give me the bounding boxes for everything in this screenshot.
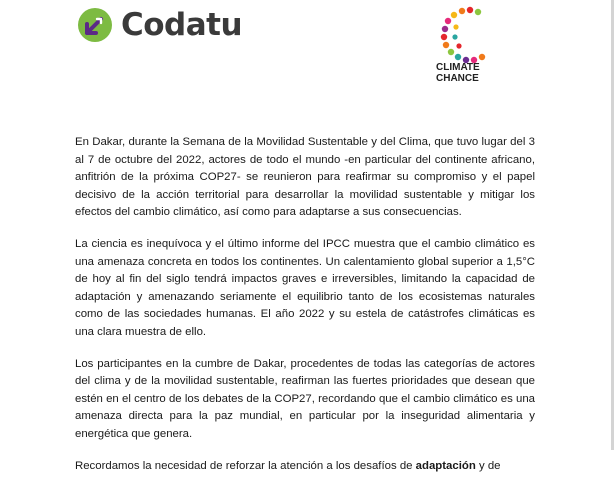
paragraph-participants: Los participantes en la cumbre de Dakar, procedentes de todas las categorías de actores del clima y de la movilidad sustentable, reafirman las fuertes prioridades que desean que estén en el centro de los debates de la COP27, recordando que el cambio climático es una amenaza directa para la paz mundial, en particular por la inseguridad alimentaria y energética que genera. bbox=[75, 357, 535, 440]
codatu-arrow-icon bbox=[77, 7, 113, 43]
climate-chance-line1: CLIMATE bbox=[436, 62, 480, 73]
adaptation-bold: adaptación bbox=[415, 459, 476, 472]
climate-chance-logo bbox=[436, 6, 506, 88]
paragraph-science: La ciencia es inequívoca y el último informe del IPCC muestra que el cambio climático es una amenaza concreta en todos los continentes. Un calentamiento global superior a 1,5°C de hoy al fin del siglo tendrá impactos graves e irreversibles, limitando la capacidad de adaptación y amenazando seriamente el equilibrio tanto de los ecosistemas naturales como de las sociedades humanas. El año 2022 y su estela de catástrofes climáticas es una clara muestra de ello. bbox=[75, 237, 535, 338]
codatu-wordmark: Codatu bbox=[121, 7, 243, 43]
climate-chance-dots-icon bbox=[440, 6, 498, 64]
paragraph-adaptation bbox=[75, 458, 535, 476]
paragraph-intro: En Dakar, durante la Semana de la Movilidad Sustentable y del Clima, que tuvo lugar del 3 al 7 de octubre del 2022, actores de todo el mundo -en particular del continente africano, anfitrión de la próxima COP27- se reunieron para reafirmar su compromiso y el papel decisivo de la acción territorial para desarrollar la movilidad sustentable y mitigar los efectos del cambio climático, así como para adaptarse a sus consecuencias. bbox=[75, 136, 535, 219]
adaptation-text-after: y de bbox=[475, 459, 501, 472]
document-body bbox=[75, 134, 535, 489]
codatu-logo bbox=[77, 5, 277, 47]
adaptation-text-before: Recordamos la necesidad de reforzar la atención a los desafíos de bbox=[75, 459, 416, 472]
climate-chance-label bbox=[436, 62, 508, 84]
climate-chance-line2: CHANCE bbox=[436, 73, 479, 84]
